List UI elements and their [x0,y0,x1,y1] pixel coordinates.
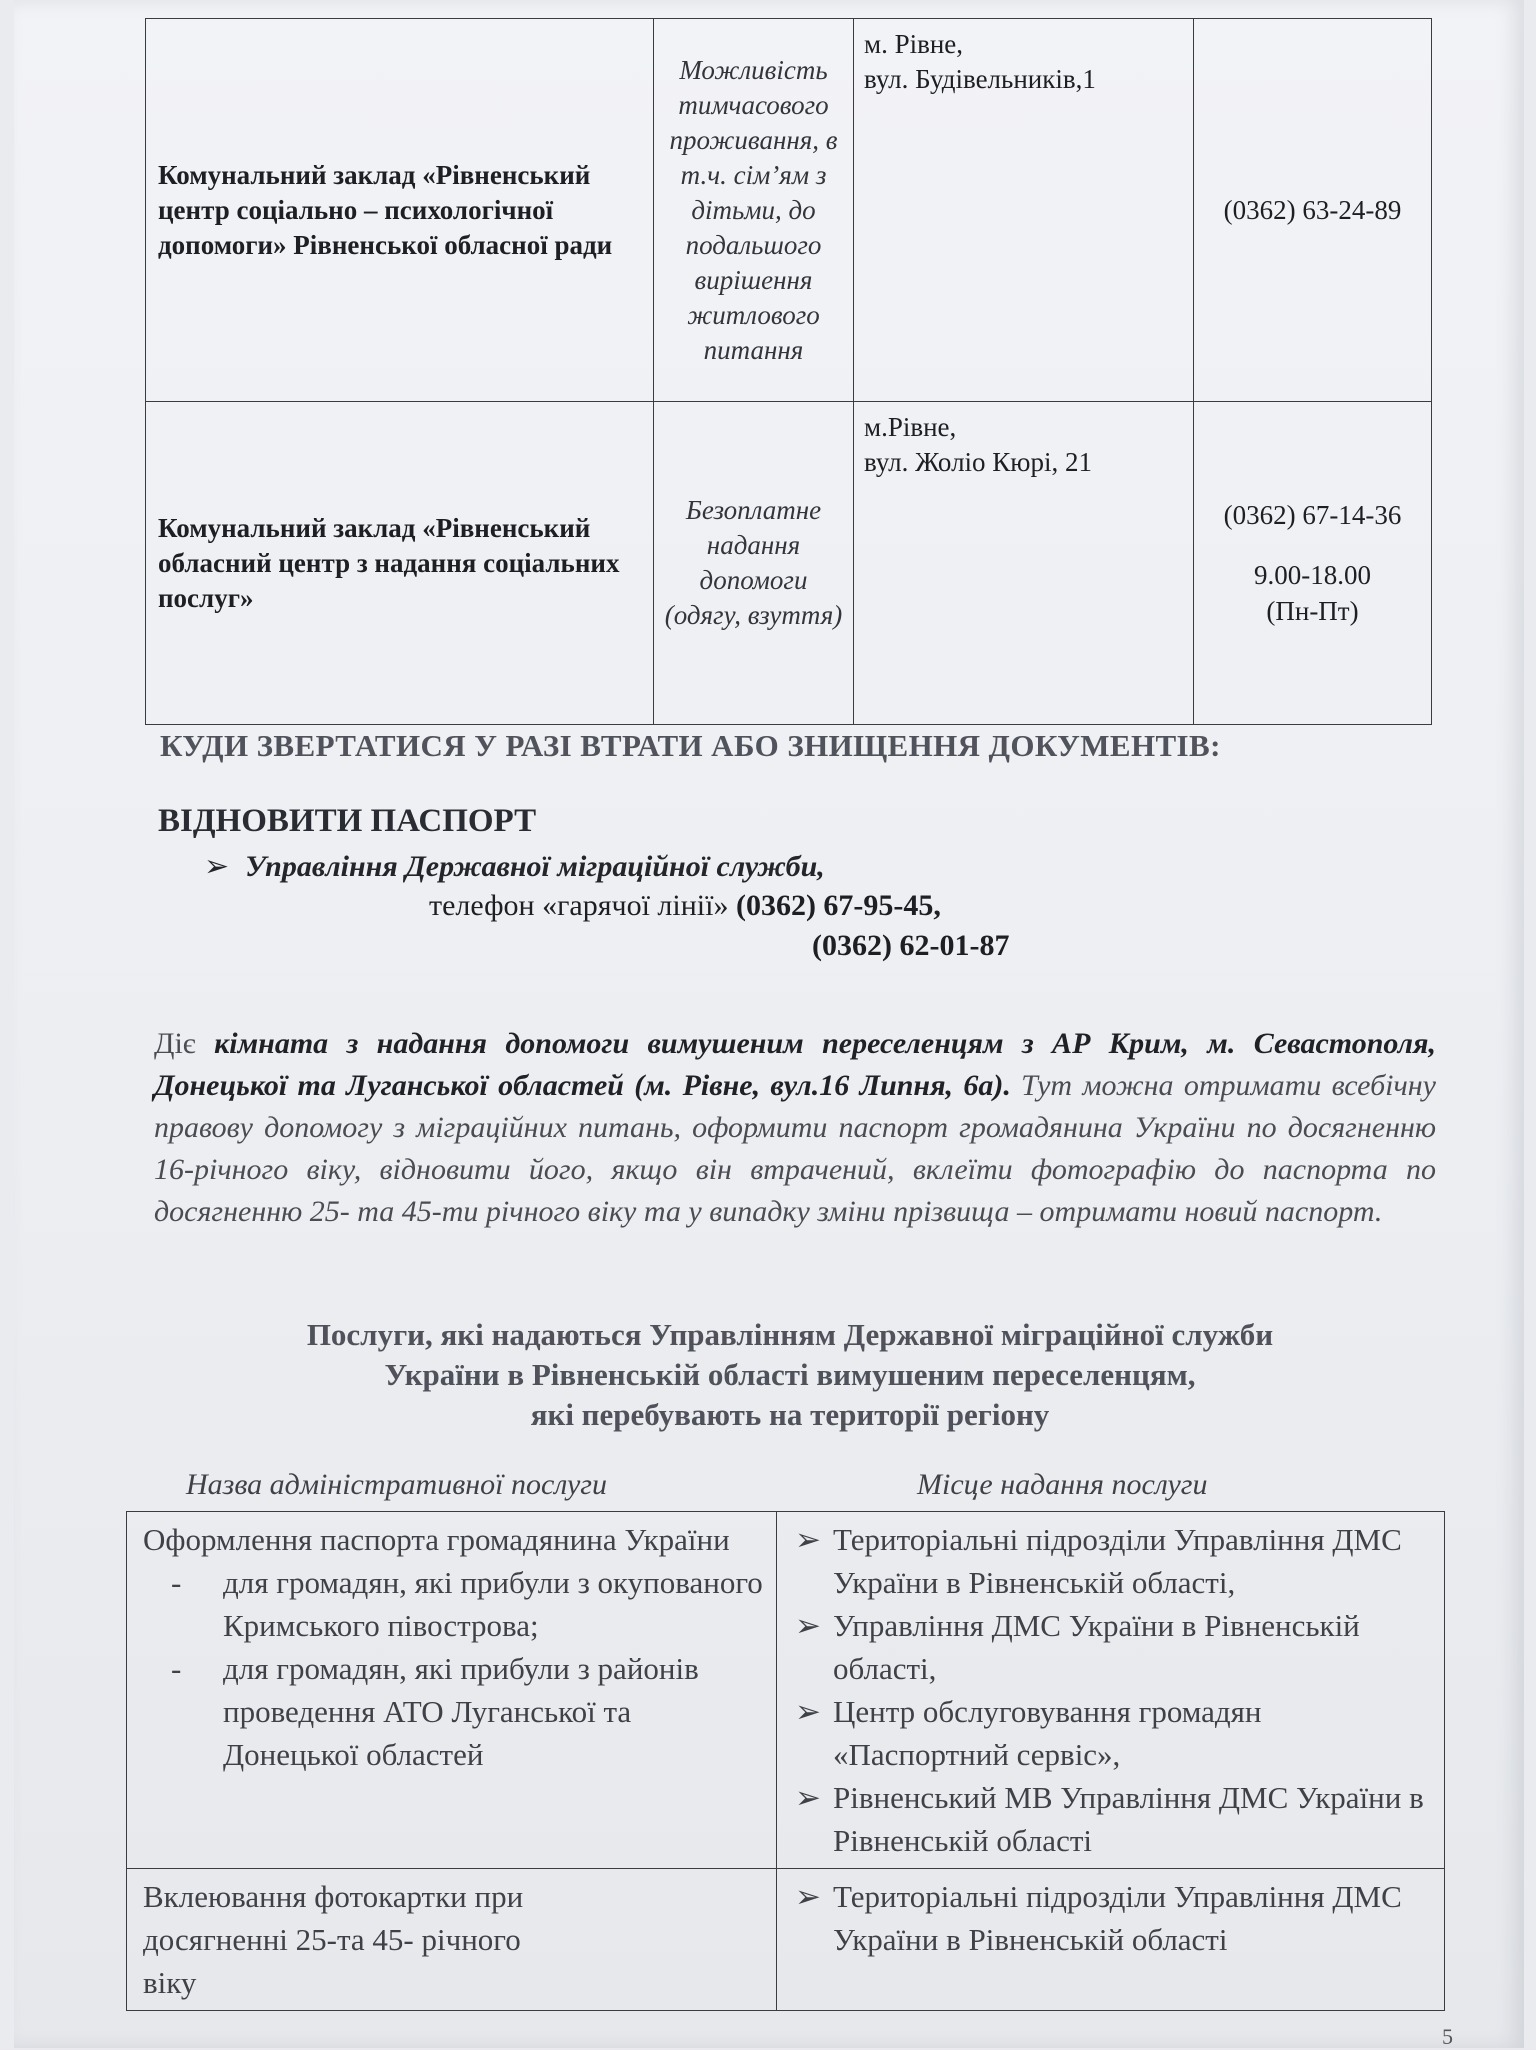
column-header-place: Місце надання послуги [917,1468,1208,1501]
center-address [854,19,1194,402]
center-org: Комунальний заклад «Рівненський центр соціально – психологічної допомоги» Рівненської обласної ради [146,19,654,402]
social-centers-table [145,18,1432,725]
place-cell [777,1512,1445,1869]
table-row [127,1512,1445,1869]
center-service: Безоплатне надання допомоги (одягу, взуття) [654,402,854,725]
migration-service [204,849,825,884]
list-item [789,1690,1432,1776]
services-title-line: Послуги, які надаються Управлінням Державної міграційної служби [306,1317,1274,1352]
hotline-line [429,889,941,923]
hotline-phone-2: (0362) 62-01-87 [812,929,1010,962]
address-city: м. Рівне, [864,29,964,59]
places-list [789,1875,1432,1961]
address-street: вул. Жоліо Кюрі, 21 [864,447,1092,477]
center-phone: (0362) 67-14-36 [1223,499,1402,530]
lost-documents-heading: КУДИ ЗВЕРТАТИСЯ У РАЗІ ВТРАТИ АБО ЗНИЩЕННЯ ДОКУМЕНТІВ: [160,728,1221,763]
center-org: Комунальний заклад «Рівненський обласний центр з надання соціальних послуг» [146,402,654,725]
place-text: Центр обслуговування громадян «Паспортний сервіс», [833,1694,1262,1772]
services-title [145,1315,1435,1435]
center-phone-and-hours [1194,402,1432,725]
column-header-service: Назва адміністративної послуги [186,1468,607,1501]
center-phone: (0362) 63-24-89 [1194,19,1432,402]
place-cell [777,1869,1445,2011]
subitem-text: для громадян, які прибули з районів проведення АТО Луганської та Донецької областей [223,1651,699,1772]
table-row [146,19,1432,402]
working-hours [1204,557,1421,629]
table-row [127,1869,1445,2011]
room-description: Тут можна отримати всебічну правову допомогу з міграційних питань, оформити паспорт громадянина України по досягненню 16-річного віку, відновити його, якщо він втрачений, вклеїти фотографію до паспорта по досягненню 25- та 45-ти річного віку та у випадку зміни прізвища – отримати новий паспорт. [154,1069,1436,1228]
services-title-line: які перебувають на території регіону [530,1397,1050,1432]
services-title-line: України в Рівненській області вимушеним переселенцям, [384,1357,1196,1392]
list-item [789,1604,1432,1690]
places-list [789,1518,1432,1862]
table-row [146,402,1432,725]
paragraph-lead: Діє [154,1027,196,1060]
list-item [789,1518,1432,1604]
hotline-phone-1: (0362) 67-95-45, [735,889,941,922]
hours-time: 9.00-18.00 [1254,559,1371,590]
arrow-bullet-icon: ➢ [795,1879,821,1914]
list-item [789,1776,1432,1862]
migration-service-name: Управління Державної міграційної служби, [245,850,825,883]
service-subitems [143,1561,764,1776]
arrow-bullet-icon: ➢ [795,1608,821,1643]
center-address [854,402,1194,725]
list-item: - для громадян, які прибули з районів проведення АТО Луганської та Донецької областей [171,1651,699,1772]
service-title: Вклеювання фотокартки при досягненні 25-та 45- річного віку [143,1879,524,2000]
place-text: Територіальні підрозділи Управління ДМС України в Рівненській області [833,1879,1402,1957]
page-number: 5 [1442,2024,1453,2049]
services-table [126,1511,1445,2011]
service-cell [127,1869,777,2011]
room-location: кімната з надання допомоги вимушеним переселенцям з АР Крим, м. Севастополя, Донецької та Луганської областей (м. Рівне, вул.16 Липня, 6а). [154,1027,1436,1102]
assistance-room-paragraph [154,1023,1436,1233]
arrow-bullet-icon: ➢ [795,1694,821,1729]
hours-days: (Пн-Пт) [1266,595,1359,626]
place-text: Територіальні підрозділи Управління ДМС України в Рівненській області, [833,1522,1402,1600]
subitem-text: для громадян, які прибули з окупованого Кримського півострова; [223,1565,763,1643]
service-cell [127,1512,777,1869]
list-item [789,1875,1432,1961]
hotline-label: телефон «гарячої лінії» [429,889,729,922]
place-text: Рівненський МВ Управління ДМС України в Рівненській області [833,1780,1424,1858]
restore-passport-heading: ВІДНОВИТИ ПАСПОРТ [158,803,537,839]
center-service: Можливість тимчасового проживання, в т.ч. сім’ям з дітьми, до подальшого вирішення житлового питання [654,19,854,402]
arrow-bullet-icon: ➢ [795,1522,821,1557]
place-text: Управління ДМС України в Рівненській області, [833,1608,1360,1686]
list-item: - для громадян, які прибули з окупованого Кримського півострова; [171,1565,763,1643]
document-page [14,0,1524,2048]
arrow-bullet-icon: ➢ [204,850,230,883]
address-city: м.Рівне, [864,412,957,442]
service-title: Оформлення паспорта громадянина України [143,1522,730,1557]
arrow-bullet-icon: ➢ [795,1780,821,1815]
address-street: вул. Будівельників,1 [864,64,1096,94]
